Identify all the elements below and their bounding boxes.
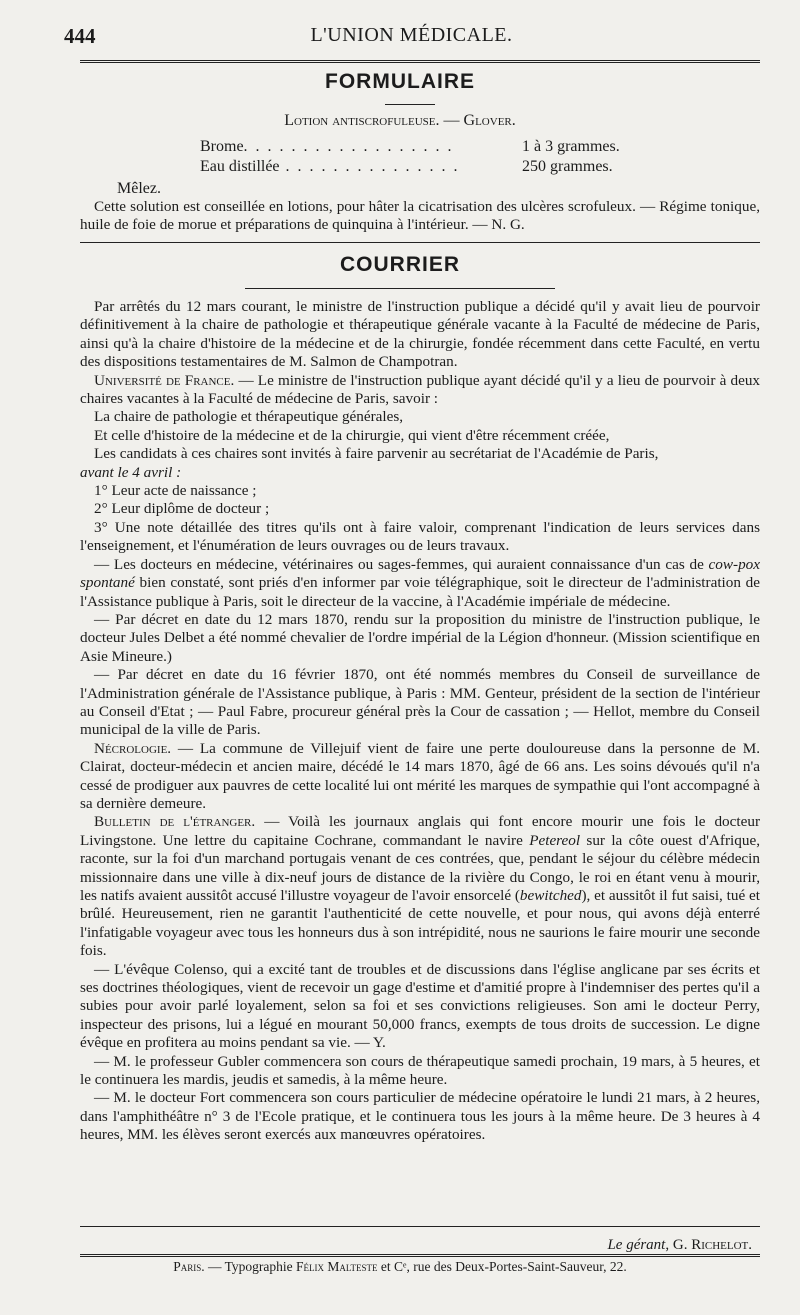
universite-item: 3° Une note détaillée des titres qu'ils ont à faire valoir, comprenant l'indication de leurs services dans l'enseignement, et l'énumération de leurs ouvrages ou de leurs travaux. [80, 518, 760, 555]
universite-label: Université de France. [94, 371, 235, 389]
printer-address: et Cᵉ, rue des Deux-Portes-Saint-Sauveur, 22. [377, 1259, 627, 1274]
bulletin-text: — Voilà les journaux anglais qui font encore mourir une fois le docteur Livingstone. Une lettre du capitaine Cochrane, commandant le navire [80, 813, 760, 849]
melez-text: Mêlez. [117, 180, 161, 197]
ingredient-line [200, 138, 660, 156]
ingredient-name: Eau distillée [200, 158, 280, 175]
footer-rule [80, 1226, 760, 1227]
gerant-name: G. Richelot. [672, 1237, 752, 1253]
ingredient-leader: . . . . . . . . . . . . . . . . . . [243, 138, 454, 155]
ingredient-line [200, 158, 660, 176]
paragraph-colenso: — L'évêque Colenso, qui a excité tant de troubles et de discussions dans l'église anglicane par ses écrits et ses doctrines théologiques, vient de recevoir un gage d'estime et d'amitié propre à l'indemniser des pertes qu'il a subies pour avoir parlé loyalement, selon sa foi et ses convictions religieuses. Son ami le docteur Perry, inspecteur des prisons, lui a légué en mourant 50,000 francs, exempts de tous droits de succession. Le digne évêque en profitera au moins pendant sa vie. — Y. [80, 960, 760, 1052]
recipe-instruction-text: Cette solution est conseillée en lotions, pour hâter la cicatrisation des ulcères scrofuleux. — Régime tonique, huile de foie de morue et préparations de quinquina à l'intérieur. — N. G. [80, 198, 760, 234]
paragraph-delbet: — Par décret en date du 12 mars 1870, rendu sur la proposition du ministre de l'instruction publique, le docteur Jules Delbet a été nommé chevalier de l'ordre impérial de la Légion d'honneur. (Mission scientifique en Asie Mineure.) [80, 610, 760, 665]
recipe-title [0, 112, 800, 130]
ship-name: Petereol [529, 831, 581, 849]
universite-deadline [80, 464, 760, 482]
universite-line: Les candidats à ces chaires sont invités à faire parvenir au secrétariat de l'Académie de Paris, [94, 445, 659, 463]
recipe-instruction [80, 198, 760, 235]
gerant-label: Le gérant [607, 1237, 666, 1253]
section-rule [80, 242, 760, 243]
universite-text: — Le ministre de l'instruction publique ayant décidé qu'il y a lieu de pourvoir à deux chaires vacantes à la Faculté de médecine de Paris, savoir : [80, 371, 761, 408]
necrologie-label: Nécrologie. [94, 739, 172, 757]
ingredient-amount: 250 grammes. [522, 158, 613, 175]
deadline-text: avant le 4 avril : [80, 463, 182, 481]
ingredient-name: Brome [200, 138, 244, 155]
paragraph-gubler: — M. le professeur Gubler commencera son cours de thérapeutique samedi prochain, 19 mars, à 5 heures, et le continuera les mardis, jeudis et samedis, à la même heure. [80, 1052, 760, 1089]
gerant-signature: Le gérant, G. Richelot. [607, 1237, 752, 1253]
universite-line: Et celle d'histoire de la médecine et de la chirurgie, qui vient d'être récemment créée, [94, 426, 610, 444]
universite-item: 1° Leur acte de naissance ; [94, 482, 257, 500]
paragraph-conseil: — Par décret en date du 16 février 1870, ont été nommés membres du Conseil de surveillance de l'Administration générale de l'Assistance publique, à Paris : MM. Genteur, président de la section de l'intérieur au Conseil d'Etat ; — Paul Fabre, procureur général près la Cour de cassation ; — Hellot, membre du Conseil municipal de la ville de Paris. [80, 666, 760, 739]
formulaire-separator [385, 104, 435, 105]
recipe-author: — Glover. [439, 112, 516, 129]
recipe-name: Lotion antiscrofuleuse. [284, 112, 440, 129]
printer-city: Paris. [173, 1259, 205, 1274]
page-header [64, 18, 759, 54]
page-number: 444 [64, 24, 96, 48]
courrier-separator [245, 288, 555, 289]
footer-double-rule [80, 1254, 760, 1257]
bewitched-italic: bewitched [519, 887, 582, 904]
bulletin-text: ), et aussitôt il fut saisi, tué et brûlé. Heureusement, rien ne garantit l'authenticité de cette nouvelle, et pour nous, qui avons déjà enterré l'infatigable voyageur avec tous les honneurs dus à son intrépidité, nous ne saurions le faire mourir une seconde fois. [80, 887, 760, 960]
formulaire-title: FORMULAIRE [325, 70, 475, 93]
paragraph-necrologie [80, 740, 760, 814]
ingredient-leader: . . . . . . . . . . . . . . . [279, 158, 460, 175]
bulletin-text: sur la côte ouest d'Afrique, raconte, sur la foi d'un marchand portugais venant de ces contrées, que, pendant le séjour du célèbre médecin missionnaire dans une ville à dix-neuf jours de distance de la rivière du Congo, le roi en étant venu à mourir, les natifs avaient aussitôt accusé l'illustre voyageur de l'avoir ensorcelé ( [80, 831, 760, 904]
paragraph-cowpox [80, 556, 760, 611]
bulletin-label: Bulletin de l'étranger. [94, 813, 256, 831]
paragraph-arretes: Par arrêtés du 12 mars courant, le ministre de l'instruction publique a décidé qu'il y avait lieu de pourvoir définitivement à la chaire de pathologie et thérapeutique générale vacante à la Faculté de médecine de Paris, ainsi qu'à la chaire d'histoire de la médecine et de la chirurgie, fondée récemment dans cette Faculté, en vertu des dispositions testamentaires de M. Salmon de Champotran. [80, 298, 760, 371]
necrologie-text: — La commune de Villejuif vient de faire une perte douloureuse dans la personne de M. Clairat, docteur-médecin et ancien maire, décédé le 14 mars 1870, âgé de 66 ans. Les soins dévoués qu'il n'a cessé de prodiguer aux pauvres de cette localité lui ont mérité les marques de sympathie qui l'ont accompagné à sa dernière demeure. [80, 739, 760, 812]
cowpox-text: bien constaté, sont priés d'en informer par voie télégraphique, soit le directeur de l'administration de l'Assistance publique à Paris, soit le directeur de la vaccine, à l'Académie impériale de médecine. [80, 574, 760, 610]
paragraph-universite [80, 372, 760, 409]
universite-line: La chaire de pathologie et thérapeutique générales, [94, 408, 404, 426]
printer-name: Félix Malteste [296, 1259, 378, 1274]
cowpox-italic: cow-pox spontané [80, 555, 760, 592]
courrier-body [80, 298, 760, 1145]
universite-item: 2° Leur diplôme de docteur ; [94, 500, 270, 518]
paragraph-bulletin [80, 813, 760, 960]
courrier-title: COURRIER [339, 253, 460, 276]
header-rule [80, 60, 760, 63]
paragraph-fort: — M. le docteur Fort commencera son cours particulier de médecine opératoire le lundi 21 mars, à 2 heures, dans l'amphithéâtre n° 3 de l'Ecole pratique, et le continuera tous les jours à la même heure. De 3 heures à 4 heures, MM. les élèves seront exercés aux manœuvres opératoires. [80, 1089, 760, 1144]
printer-line [0, 1259, 800, 1275]
cowpox-text: — Les docteurs en médecine, vétérinaires ou sages-femmes, qui auraient connaissance d'un cas de [94, 555, 709, 573]
printer-text: — Typographie [204, 1259, 296, 1274]
ingredient-amount: 1 à 3 grammes. [522, 138, 620, 155]
journal-title: L'UNION MÉDICALE. [310, 24, 513, 46]
